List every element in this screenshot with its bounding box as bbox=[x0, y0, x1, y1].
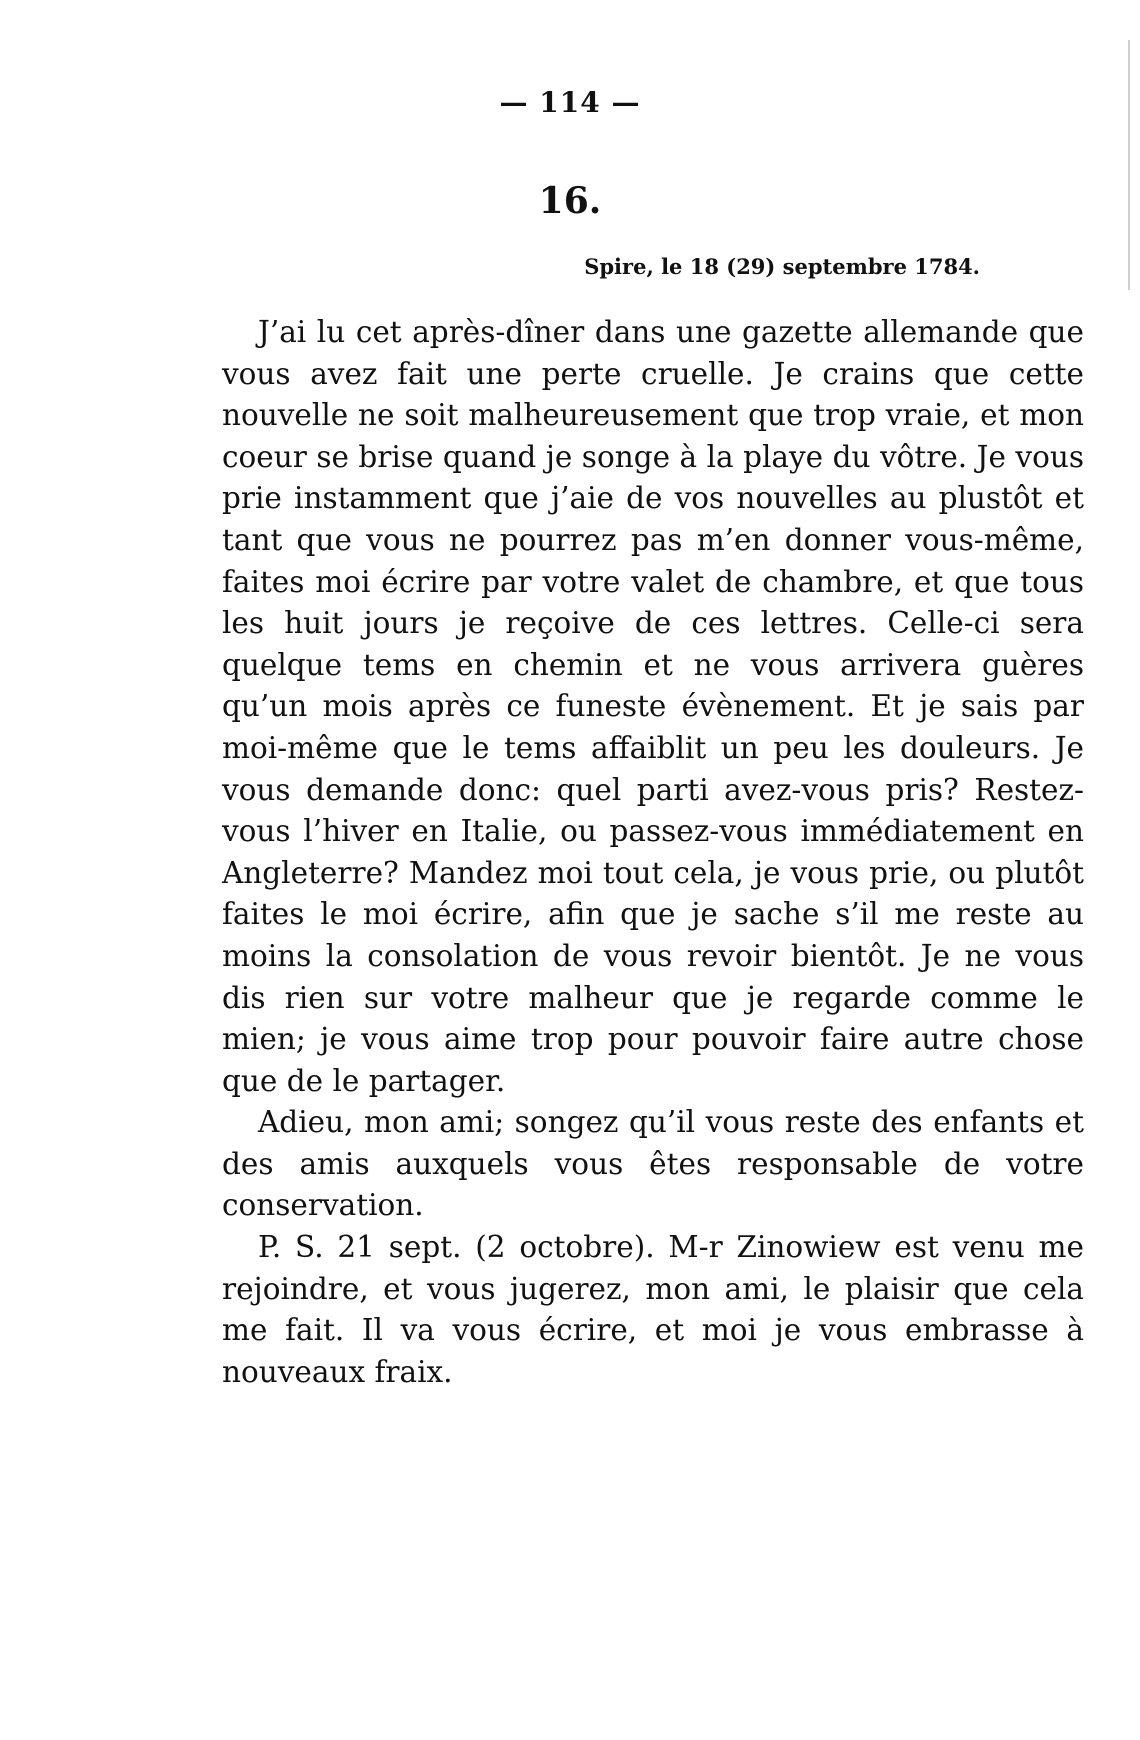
letter-number: 16. bbox=[538, 180, 602, 222]
paragraph-postscript: P. S. 21 sept. (2 octobre). M-r Zinowiew est venu me rejoindre, et vous jugerez, mon ami, le plaisir que cela me fait. Il va vous écrire, et moi je vous embrasse à nouveaux fraix. bbox=[222, 1230, 1084, 1389]
paragraph-farewell: Adieu, mon ami; songez qu’il vous reste des enfants et des amis auxquels vous êtes responsable de votre conservation. bbox=[222, 1105, 1084, 1223]
letter-body bbox=[222, 312, 1084, 1393]
paragraph-main: J’ai lu cet après-dîner dans une gazette allemande que vous avez fait une perte cruelle. Je crains que cette nouvelle ne soit malheureusement que trop vraie, et mon coeur se brise quand je songe à la playe du vôtre. Je vous prie instamment que j’aie de vos nouvelles au plustôt et tant que vous ne pourrez pas m’en donner vous-même, faites moi écrire par votre valet de chambre, et que tous les huit jours je reçoive de ces lettres. Celle-ci sera quelque tems en chemin et ne vous arrivera guères qu’un mois après ce funeste évènement. Et je sais par moi-même que le tems affaiblit un peu les douleurs. Je vous demande donc: quel parti avez-vous pris? Restez-vous l’hiver en Italie, ou passez-vous immédiatement en Angleterre? Mandez moi tout cela, je vous prie, ou plutôt faites le moi écrire, afin que je sache s’il me reste au moins la consolation de vous revoir bientôt. Je ne vous dis rien sur votre malheur que je regarde comme le mien; je vous aime trop pour pouvoir faire autre chose que de le partager. bbox=[222, 315, 1084, 1098]
letter-dateline: Spire, le 18 (29) septembre 1784. bbox=[584, 254, 980, 279]
page-number: — 114 — bbox=[499, 86, 641, 119]
scan-edge-line bbox=[1128, 40, 1130, 290]
